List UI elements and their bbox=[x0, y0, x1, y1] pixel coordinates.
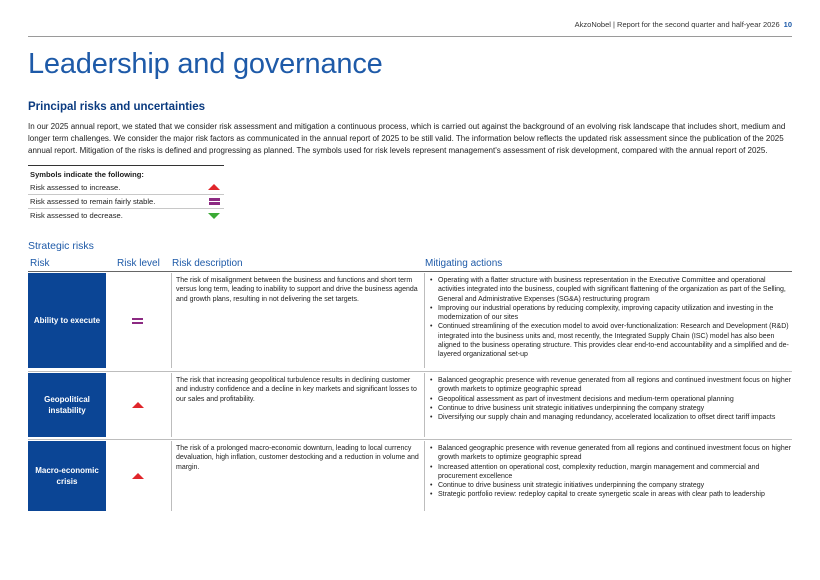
mitigation-item: • Geopolitical assessment as part of investment decisions and medium-term operational planning bbox=[429, 395, 792, 404]
column-header-risk: Risk bbox=[30, 258, 50, 269]
row-divider bbox=[28, 439, 792, 440]
risk-name-cell: Ability to execute bbox=[28, 273, 106, 368]
risk-name-cell: Macro-economic crisis bbox=[28, 441, 106, 511]
risk-level-cell bbox=[109, 441, 166, 511]
intro-paragraph: In our 2025 annual report, we stated that we consider risk assessment and mitigation a continuous process, which is carried out against the background of an evolving risk landscape that includes short, medium and longer term challenges. We consider the major risk factors as communicated in the annual report of 2025 to be still valid. The information below reflects the updated risk assessment since the publication of the 2025 annual report. Mitigation of the risks is defined and progressing as planned. The symbols used for risk levels represent management's assessment of risk development, compared with the annual report of 2025. bbox=[28, 122, 786, 155]
legend-label: Risk assessed to increase. bbox=[30, 183, 121, 192]
equals-icon bbox=[132, 317, 143, 325]
page-title: Leadership and governance bbox=[28, 48, 383, 80]
mitigation-item: • Increased attention on operational cost, complexity reduction, margin management and commercial and procurement excellence bbox=[429, 463, 792, 482]
mitigating-actions bbox=[424, 373, 792, 437]
mitigation-item: • Continue to drive business unit strategic initiatives underpinning the company strategy bbox=[429, 404, 792, 413]
equals-icon bbox=[209, 197, 220, 205]
risk-row-geopolitical-instability bbox=[28, 373, 792, 437]
risk-row-ability-to-execute bbox=[28, 273, 792, 368]
mitigating-actions bbox=[424, 441, 792, 511]
risk-level-cell bbox=[109, 273, 166, 368]
mitigation-item: • Balanced geographic presence with revenue generated from all regions and continued investment focus on higher growth markets to optimize geographic spread bbox=[429, 376, 792, 395]
triangle-up-icon bbox=[132, 402, 144, 408]
legend-label: Risk assessed to remain fairly stable. bbox=[30, 197, 156, 206]
page-number: 10 bbox=[783, 20, 792, 29]
triangle-up-icon bbox=[208, 184, 220, 190]
mitigation-item: • Balanced geographic presence with revenue generated from all regions and continued investment focus on higher growth markets to optimize geographic spread bbox=[429, 444, 792, 463]
mitigation-item: • Continued streamlining of the execution model to avoid over-functionalization: Research and Development (R&D) integrated into the business units and, most recently, the Integrated Supply Chain (ISC) model has also been aligned to the business operating structure. This provides clear end-to-end accountability and a simplified and de-layered organizational set-up bbox=[429, 322, 792, 359]
risk-name-cell: Geopolitical instability bbox=[28, 373, 106, 437]
column-header-description: Risk description bbox=[172, 258, 243, 269]
risk-description: The risk that increasing geopolitical turbulence results in declining customer and industry confidence and a decline in key markets and significant losses to our sales and profitability. bbox=[171, 373, 421, 437]
row-divider bbox=[28, 371, 792, 372]
strategic-risks-heading: Strategic risks bbox=[28, 240, 94, 252]
column-header-risk-level: Risk level bbox=[117, 258, 160, 269]
mitigation-item: • Continue to drive business unit strategic initiatives underpinning the company strategy bbox=[429, 481, 792, 490]
mitigation-item: • Strategic portfolio review: redeploy capital to create synergetic scale in areas with clear path to leadership bbox=[429, 490, 792, 499]
mitigation-item: • Improving our industrial operations by reducing complexity, improving capacity utilization and investing in the modernization of our sites bbox=[429, 304, 792, 323]
legend-title: Symbols indicate the following: bbox=[30, 170, 144, 179]
mitigation-item: • Diversifying our supply chain and managing redundancy, accelerated localization to offset direct tariff impacts bbox=[429, 413, 792, 422]
mitigating-actions bbox=[424, 273, 792, 368]
table-header-divider bbox=[28, 271, 792, 272]
risk-description: The risk of misalignment between the business and functions and short term versus long term, leading to inability to support and drive the business agenda and growth plans, resulting in not delivering the set targets. bbox=[171, 273, 421, 368]
column-header-mitigation: Mitigating actions bbox=[425, 258, 503, 269]
legend-item-stable bbox=[28, 195, 224, 209]
symbol-legend bbox=[28, 165, 224, 222]
risk-row-macro-economic-crisis bbox=[28, 441, 792, 511]
triangle-down-icon bbox=[208, 213, 220, 219]
page-header bbox=[575, 20, 792, 29]
header-divider bbox=[28, 36, 792, 37]
section-subtitle: Principal risks and uncertainties bbox=[28, 101, 206, 113]
report-name: AkzoNobel | Report for the second quarter and half-year 2026 bbox=[574, 20, 780, 29]
legend-label: Risk assessed to decrease. bbox=[30, 211, 123, 220]
mitigation-item: • Operating with a flatter structure with business representation in the Executive Committee and operational activities integrated into the business, coupled with significant flattening of the organization as part of the Selling, General and Administrative Expenses (SG&A) restructuring program bbox=[429, 276, 792, 304]
risk-level-cell bbox=[109, 373, 166, 437]
legend-item-increase bbox=[28, 181, 224, 195]
risk-description: The risk of a prolonged macro-economic downturn, leading to local currency devaluation, high inflation, customer destocking and a reduction in volume and margin. bbox=[171, 441, 421, 511]
legend-item-decrease bbox=[28, 209, 224, 222]
triangle-up-icon bbox=[132, 473, 144, 479]
